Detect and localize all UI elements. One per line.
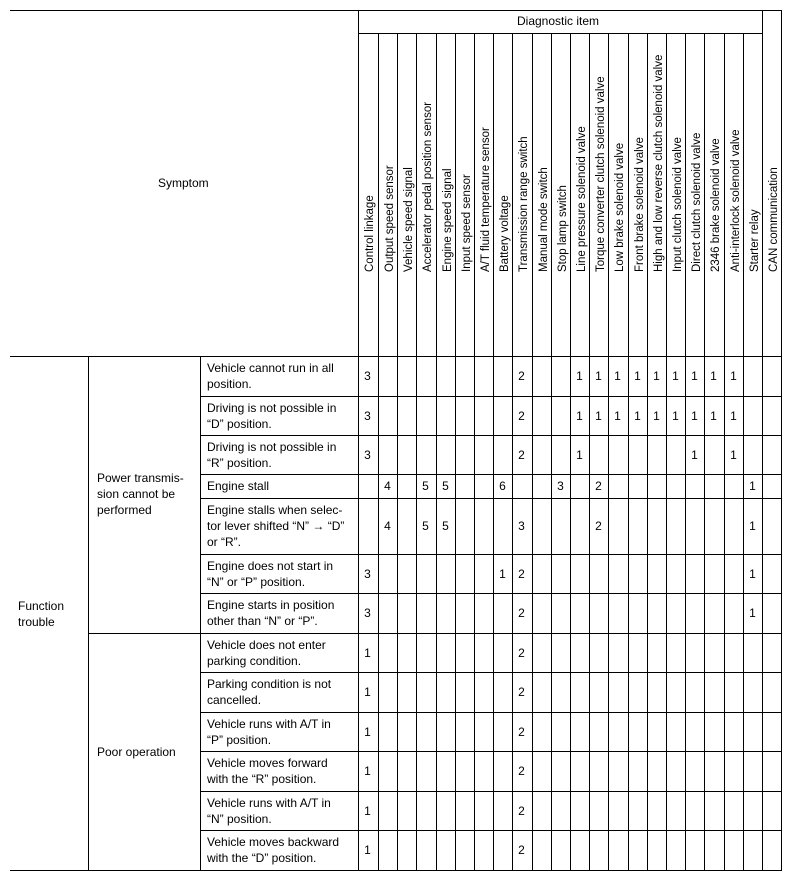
item-column-rule bbox=[493, 33, 494, 871]
priority-value: 1 bbox=[364, 804, 371, 818]
column-header-label: Direct clutch solenoid valve bbox=[691, 132, 703, 272]
priority-value: 2 bbox=[518, 369, 525, 383]
group-column-rule bbox=[200, 356, 201, 871]
symptom-text bbox=[207, 478, 269, 494]
symptom-line: tor lever shifted “N” → “D” bbox=[207, 519, 345, 533]
column-header-label: High and low reverse clutch solenoid valve bbox=[653, 54, 665, 272]
item-column-rule bbox=[436, 33, 437, 871]
priority-value: 1 bbox=[576, 369, 583, 383]
border-top bbox=[10, 10, 781, 11]
priority-value: 2 bbox=[518, 843, 525, 857]
priority-value: 2 bbox=[518, 764, 525, 778]
priority-value: 1 bbox=[364, 646, 371, 660]
row-rule bbox=[200, 593, 782, 594]
symptom-text bbox=[207, 360, 334, 392]
priority-value: 2 bbox=[518, 409, 525, 423]
category-label bbox=[18, 598, 64, 630]
category-line-1: Function bbox=[18, 599, 65, 613]
priority-value: 1 bbox=[499, 567, 506, 581]
priority-value: 1 bbox=[672, 409, 679, 423]
priority-value: 5 bbox=[422, 479, 429, 493]
symptom-line: parking condition. bbox=[207, 654, 302, 668]
symptom-line: “N” position. bbox=[207, 812, 272, 826]
priority-value: 2 bbox=[518, 606, 525, 620]
group-label-poor-operation: Poor operation bbox=[97, 745, 176, 759]
symptom-text bbox=[207, 716, 331, 748]
priority-value: 1 bbox=[749, 606, 756, 620]
priority-value: 3 bbox=[557, 479, 564, 493]
priority-value: 2 bbox=[518, 685, 525, 699]
item-column-rule bbox=[608, 33, 609, 871]
priority-value: 1 bbox=[364, 764, 371, 778]
symptom-column-rule bbox=[358, 10, 359, 871]
priority-value: 4 bbox=[384, 479, 391, 493]
row-rule bbox=[200, 554, 782, 555]
priority-value: 5 bbox=[442, 519, 449, 533]
item-column-rule bbox=[532, 33, 533, 871]
symptom-line: Engine stall bbox=[207, 479, 270, 493]
row-rule bbox=[200, 830, 782, 831]
priority-value: 2 bbox=[518, 725, 525, 739]
column-header-label: Stop lamp switch bbox=[557, 185, 569, 272]
right-column-rule bbox=[762, 10, 763, 871]
priority-value: 2 bbox=[518, 567, 525, 581]
symptom-line: Engine does not start in bbox=[207, 559, 334, 573]
priority-value: 3 bbox=[364, 369, 371, 383]
priority-value: 6 bbox=[499, 479, 506, 493]
symptom-line: “R” position. bbox=[207, 456, 272, 470]
priority-value: 1 bbox=[749, 567, 756, 581]
row-rule bbox=[88, 633, 782, 634]
row-rule bbox=[200, 751, 782, 752]
column-header-label: Manual mode switch bbox=[538, 167, 550, 272]
item-column-rule bbox=[474, 33, 475, 871]
priority-value: 1 bbox=[749, 519, 756, 533]
priority-value: 1 bbox=[634, 409, 641, 423]
item-column-rule bbox=[455, 33, 456, 871]
symptom-text bbox=[207, 597, 334, 629]
priority-value: 3 bbox=[364, 448, 371, 462]
priority-value: 1 bbox=[614, 409, 621, 423]
group-label-power-transmission bbox=[97, 470, 184, 518]
diagnostic-item-header: Diagnostic item bbox=[517, 14, 600, 28]
priority-value: 1 bbox=[730, 409, 737, 423]
column-header-label: Engine speed signal bbox=[442, 168, 454, 272]
priority-value: 1 bbox=[710, 409, 717, 423]
priority-value: 1 bbox=[653, 369, 660, 383]
symptom-line: with the “R” position. bbox=[207, 772, 317, 786]
priority-value: 1 bbox=[730, 369, 737, 383]
priority-value: 1 bbox=[653, 409, 660, 423]
priority-value: 2 bbox=[595, 479, 602, 493]
symptom-line: Parking condition is not bbox=[207, 677, 332, 691]
priority-value: 2 bbox=[518, 804, 525, 818]
symptom-line: Vehicle does not enter bbox=[207, 638, 326, 652]
item-column-rule bbox=[666, 33, 667, 871]
border-right bbox=[781, 10, 782, 871]
priority-value: 1 bbox=[364, 685, 371, 699]
column-header-label: Output speed sensor bbox=[384, 165, 396, 272]
priority-value: 2 bbox=[595, 519, 602, 533]
item-column-rule bbox=[397, 33, 398, 871]
symptom-line: position. bbox=[207, 377, 252, 391]
symptom-text bbox=[207, 558, 333, 590]
group-line-3: performed bbox=[97, 503, 152, 517]
symptom-line: Vehicle runs with A/T in bbox=[207, 717, 331, 731]
priority-value: 1 bbox=[364, 843, 371, 857]
priority-value: 1 bbox=[595, 409, 602, 423]
column-header-label: Low brake solenoid valve bbox=[614, 142, 626, 272]
symptom-line: Engine stalls when selec- bbox=[207, 503, 343, 517]
priority-value: 5 bbox=[442, 479, 449, 493]
symptom-line: cancelled. bbox=[207, 693, 262, 707]
row-rule bbox=[200, 435, 782, 436]
priority-value: 3 bbox=[364, 409, 371, 423]
column-header-label: Front brake solenoid valve bbox=[634, 137, 646, 272]
symptom-line: “N” or “P” position. bbox=[207, 575, 306, 589]
priority-value: 1 bbox=[710, 369, 717, 383]
symptom-line: “D” position. bbox=[207, 417, 272, 431]
symptom-line: Engine starts in position bbox=[207, 598, 335, 612]
column-header-label: Line pressure solenoid valve bbox=[576, 126, 588, 272]
symptom-text bbox=[207, 676, 331, 708]
priority-value: 1 bbox=[672, 369, 679, 383]
priority-value: 3 bbox=[518, 519, 525, 533]
symptom-line: Driving is not possible in bbox=[207, 440, 337, 454]
priority-value: 1 bbox=[576, 448, 583, 462]
symptom-text bbox=[207, 439, 336, 471]
symptom-line: or “R”. bbox=[207, 535, 241, 549]
row-rule bbox=[200, 396, 782, 397]
symptom-line: “P” position. bbox=[207, 733, 272, 747]
priority-value: 3 bbox=[364, 567, 371, 581]
row-rule bbox=[200, 712, 782, 713]
symptom-line: Vehicle moves backward bbox=[207, 835, 340, 849]
column-header-label: Battery voltage bbox=[499, 195, 511, 272]
priority-value: 1 bbox=[730, 448, 737, 462]
group-line-1: Power transmis- bbox=[97, 471, 184, 485]
column-header-label: Vehicle speed signal bbox=[403, 167, 415, 272]
item-column-rule bbox=[378, 33, 379, 871]
column-header-label: Anti-interlock solenoid valve bbox=[730, 129, 742, 272]
column-header-label: Accelerator pedal position sensor bbox=[422, 101, 434, 272]
item-column-rule bbox=[704, 33, 705, 871]
item-column-rule bbox=[589, 33, 590, 871]
group-line-2: sion cannot be bbox=[97, 487, 176, 501]
diagnostic-header-rule bbox=[358, 33, 762, 34]
symptom-line: Driving is not possible in bbox=[207, 401, 337, 415]
priority-value: 2 bbox=[518, 646, 525, 660]
symptom-line: with the “D” position. bbox=[207, 851, 317, 865]
priority-value: 1 bbox=[634, 369, 641, 383]
priority-value: 1 bbox=[691, 448, 698, 462]
symptom-line: Vehicle runs with A/T in bbox=[207, 796, 331, 810]
column-header-label: Transmission range switch bbox=[518, 136, 530, 272]
column-header-label: Starter relay bbox=[749, 209, 761, 272]
column-header-label: 2346 brake solenoid valve bbox=[710, 138, 722, 272]
priority-value: 1 bbox=[614, 369, 621, 383]
priority-value: 2 bbox=[518, 448, 525, 462]
priority-value: 5 bbox=[422, 519, 429, 533]
priority-value: 1 bbox=[691, 409, 698, 423]
symptom-header: Symptom bbox=[158, 176, 209, 190]
priority-value: 1 bbox=[576, 409, 583, 423]
priority-value: 1 bbox=[691, 369, 698, 383]
item-column-rule bbox=[551, 33, 552, 871]
row-rule bbox=[200, 672, 782, 673]
column-header-label: A/T fluid temperature sensor bbox=[480, 127, 492, 272]
priority-value: 1 bbox=[595, 369, 602, 383]
symptom-line: Vehicle moves forward bbox=[207, 756, 328, 770]
symptom-text bbox=[207, 795, 331, 827]
priority-value: 3 bbox=[364, 606, 371, 620]
column-header-label: CAN communication bbox=[768, 167, 780, 272]
symptom-text bbox=[207, 400, 336, 432]
category-column-rule bbox=[88, 356, 89, 871]
column-header-label: Input clutch solenoid valve bbox=[672, 137, 684, 272]
item-column-rule bbox=[647, 33, 648, 871]
item-column-rule bbox=[743, 33, 744, 871]
item-column-rule bbox=[628, 33, 629, 871]
category-line-2: trouble bbox=[18, 615, 55, 629]
symptom-text bbox=[207, 637, 326, 669]
priority-value: 1 bbox=[749, 479, 756, 493]
symptom-text bbox=[207, 834, 339, 866]
symptom-line: other than “N” or “P”. bbox=[207, 614, 318, 628]
symptom-text bbox=[207, 502, 344, 550]
row-rule bbox=[200, 474, 782, 475]
column-header-label: Torque converter clutch solenoid valve bbox=[595, 76, 607, 272]
row-rule bbox=[200, 791, 782, 792]
symptom-line: Vehicle cannot run in all bbox=[207, 361, 334, 375]
column-header-label: Input speed sensor bbox=[461, 174, 473, 272]
row-rule bbox=[200, 498, 782, 499]
item-column-rule bbox=[416, 33, 417, 871]
priority-value: 1 bbox=[364, 725, 371, 739]
priority-value: 4 bbox=[384, 519, 391, 533]
symptom-text bbox=[207, 755, 328, 787]
column-header-label: Control linkage bbox=[364, 195, 376, 272]
